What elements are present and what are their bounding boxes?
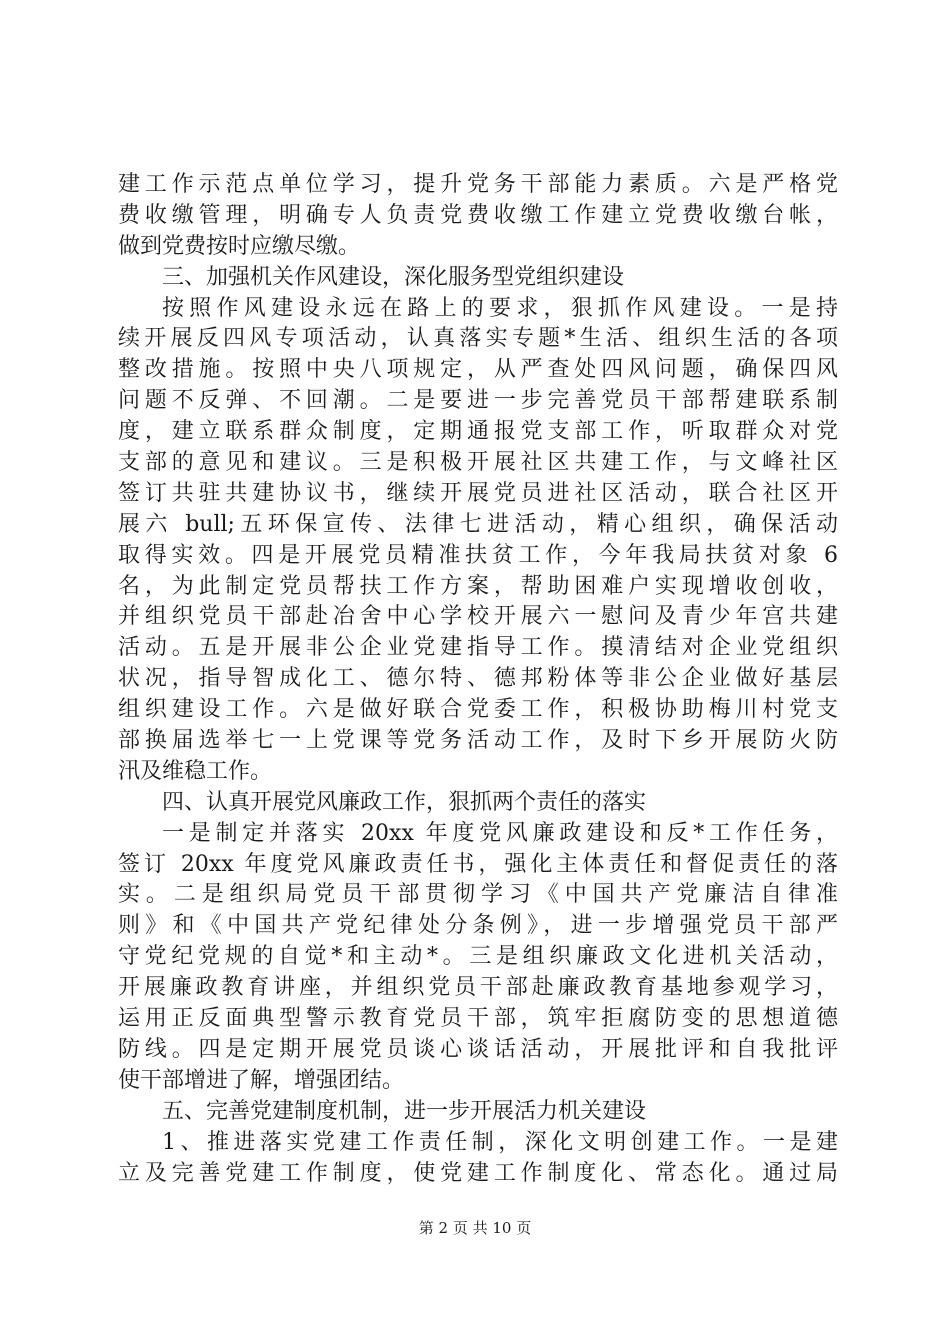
text-line: 汛及维稳工作。 xyxy=(118,758,273,784)
text-line: 度，建立联系群众制度，定期通报党支部工作，听取群众对党 xyxy=(118,419,838,445)
text-line: 防线。四是定期开展党员谈心谈话活动，开展批评和自我批评 xyxy=(118,1036,838,1062)
text-line: 五、完善党建制度机制，进一步开展活力机关建设 xyxy=(162,1098,647,1124)
text-line: 建工作示范点单位学习，提升党务干部能力素质。六是严格党 xyxy=(118,172,838,197)
text-line: 开展廉政教育讲座，并组织党员干部赴廉政教育基地参观学习， xyxy=(118,975,838,1001)
text-line: 三、加强机关作风建设，深化服务型党组织建设 xyxy=(162,264,625,290)
body-text xyxy=(118,170,838,1189)
text-line: 问题不反弹、不回潮。二是要进一步完善党员干部帮建联系制 xyxy=(118,388,838,414)
text-line: 四、认真开展党风廉政工作，狠抓两个责任的落实 xyxy=(162,789,647,815)
text-line: 守党纪党规的自觉*和主动*。三是组织廉政文化进机关活动， xyxy=(118,944,838,970)
text-line: 实。二是组织局党员干部贯彻学习《中国共产党廉洁自律准 xyxy=(118,882,838,908)
text-line: 签订共驻共建协议书，继续开展党员进社区活动，联合社区开 xyxy=(118,480,838,506)
text-line: 组织建设工作。六是做好联合党委工作，积极协助梅川村党支 xyxy=(118,697,838,723)
text-line: 活动。五是开展非公企业党建指导工作。摸清结对企业党组织 xyxy=(118,635,838,661)
text-line: 费收缴管理，明确专人负责党费收缴工作建立党费收缴台帐， xyxy=(118,202,838,228)
text-line: 续开展反四风专项活动，认真落实专题*生活、组织生活的各项 xyxy=(118,326,838,352)
text-line: 使干部增进了解，增强团结。 xyxy=(118,1067,405,1093)
text-line: 名，为此制定党员帮扶工作方案，帮助困难户实现增收创收， xyxy=(118,573,838,599)
text-line: 部换届选举七一上党课等党务活动工作，及时下乡开展防火防 xyxy=(118,728,838,754)
text-line: 状况，指导智成化工、德尔特、德邦粉体等非公企业做好基层 xyxy=(118,666,838,692)
page-footer: 第 2 页 共 10 页 xyxy=(418,1219,532,1237)
text-line: 立及完善党建工作制度，使党建工作制度化、常态化。通过局 xyxy=(118,1160,838,1186)
text-line: 整改措施。按照中央八项规定，从严查处四风问题，确保四风 xyxy=(118,357,838,383)
text-line: 支部的意见和建议。三是积极开展社区共建工作，与文峰社区 xyxy=(118,450,838,476)
text-line: 一是制定并落实 20xx 年度党风廉政建设和反*工作任务， xyxy=(162,820,838,846)
text-line: 按照作风建设永远在路上的要求，狠抓作风建设。一是持 xyxy=(162,295,838,321)
text-line: 则》和《中国共产党纪律处分条例》，进一步增强党员干部严 xyxy=(118,913,838,939)
text-line: 做到党费按时应缴尽缴。 xyxy=(118,233,361,259)
text-line: 1、推进落实党建工作责任制，深化文明创建工作。一是建 xyxy=(162,1129,838,1155)
text-line: 取得实效。四是开展党员精准扶贫工作，今年我局扶贫对象 6 xyxy=(118,542,838,568)
text-line: 签订 20xx 年度党风廉政责任书，强化主体责任和督促责任的落 xyxy=(118,851,838,877)
text-line: 展六 bull;五环保宣传、法律七进活动，精心组织，确保活动 xyxy=(118,511,838,537)
text-line: 运用正反面典型警示教育党员干部，筑牢拒腐防变的思想道德 xyxy=(118,1006,838,1032)
text-line: 并组织党员干部赴冶舍中心学校开展六一慰问及青少年宫共建 xyxy=(118,604,838,630)
